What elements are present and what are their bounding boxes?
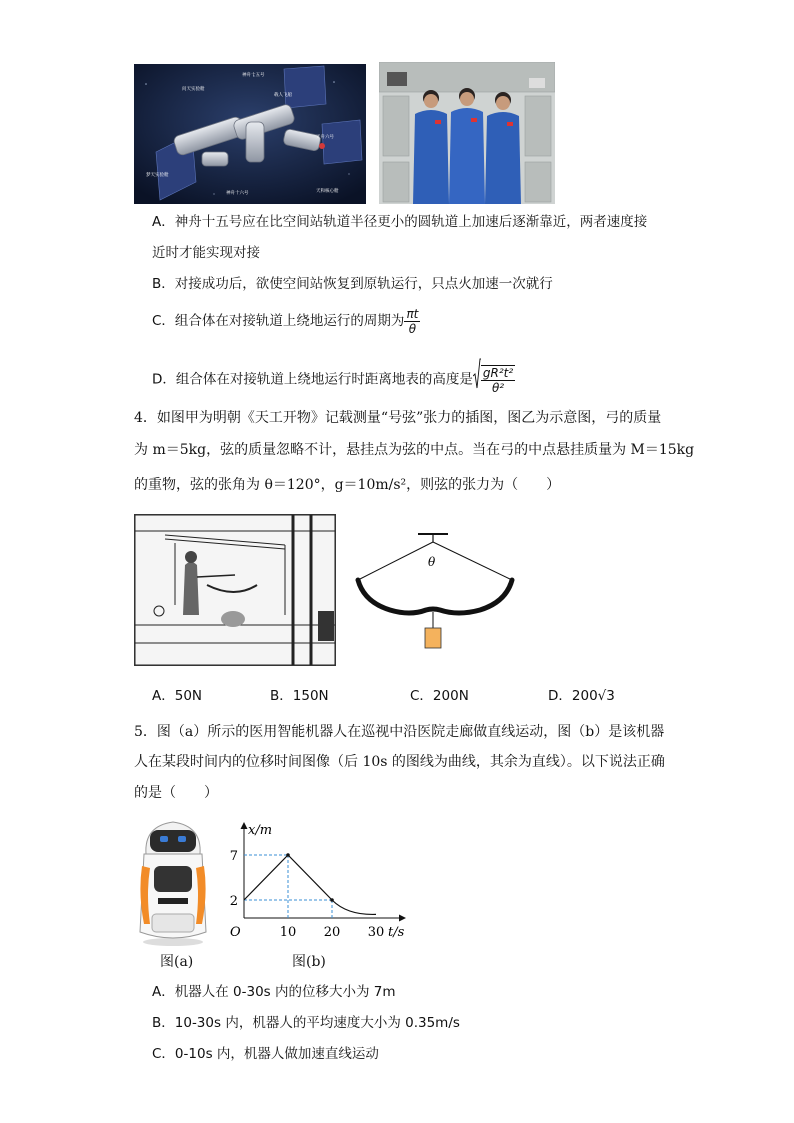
q3-option-a-line1: A．神舟十五号应在比空间站轨道半径更小的圆轨道上加速后逐渐靠近，两者速度接 <box>152 214 648 230</box>
q5-stem-line2: 人在某段时间内的位移时间图像（后 10s 的图线为曲线，其余为直线）。以下说法正确 <box>134 754 665 770</box>
q4-option-b: B．150N <box>270 688 329 704</box>
woodcut-illustration <box>134 514 336 666</box>
robot-illustration <box>134 814 212 946</box>
q3-option-c-text: C．组合体在对接轨道上绕地运行的周期为 <box>152 313 405 329</box>
bow-body <box>358 580 512 613</box>
q4-stem-line3: 的重物，弦的张角为 θ＝120°，g＝10m/s²，则弦的张力为（ ） <box>134 477 561 493</box>
q3-option-d-denominator: θ² <box>491 380 505 395</box>
x-tick-label-2: 30 <box>367 925 385 940</box>
xt-graph <box>222 818 412 942</box>
q4-stem-line1: 4．如图甲为明朝《天工开物》记载测量“号弦”张力的插图，图乙为示意图，弓的质量 <box>134 410 662 426</box>
hanging-weight <box>425 628 441 648</box>
string-right <box>433 542 512 580</box>
bow-schematic <box>350 532 520 652</box>
astronauts-photo <box>379 62 555 204</box>
q3-option-c-numerator: πt <box>406 306 419 321</box>
q4-option-a: A．50N <box>152 688 203 704</box>
q3-option-a-line2: 近时才能实现对接 <box>152 245 260 261</box>
q3-option-c-fraction <box>404 307 420 336</box>
y-tick-label-1: 7 <box>229 849 238 864</box>
space-station-diagram <box>134 64 366 204</box>
station-label-5: 天和核心舱 <box>316 189 339 194</box>
space-station-illustration <box>134 64 366 204</box>
station-label-7: 载人飞船 <box>274 93 292 98</box>
q3-option-c <box>152 306 420 336</box>
string-left <box>358 542 433 580</box>
q3-option-d-numerator: gR²t² <box>482 365 514 380</box>
caption-figure-b: 图(b) <box>292 954 326 970</box>
sqrt-root-sign <box>473 358 481 401</box>
x-axis-label: t/s <box>388 925 405 940</box>
q3-option-d <box>152 358 515 401</box>
woodcut-drawing <box>135 515 335 665</box>
q3-option-b: B．对接成功后，欲使空间站恢复到原轨运行，只点火加速一次就行 <box>152 276 553 292</box>
q3-option-d-fraction <box>481 365 515 395</box>
x-tick-label-0: 10 <box>279 925 297 940</box>
q3-option-c-denominator: θ <box>408 321 417 336</box>
origin-label: O <box>230 925 241 940</box>
q5-option-c: C．0-10s 内，机器人做加速直线运动 <box>152 1046 379 1062</box>
q5-option-a: A．机器人在 0-30s 内的位移大小为 7m <box>152 984 396 1000</box>
station-label-2: 神舟十五号 <box>242 73 265 78</box>
station-label-1: 问天实验舱 <box>182 87 205 92</box>
station-label-4: 天舟六号 <box>316 135 334 140</box>
q5-stem-line1: 5．图（a）所示的医用智能机器人在巡视中沿医院走廊做直线运动，图（b）是该机器 <box>134 724 665 740</box>
q3-option-d-text: D．组合体在对接轨道上绕地运行时距离地表的高度是 <box>152 371 473 388</box>
q5-stem-line3: 的是（ ） <box>134 785 218 801</box>
angle-theta-label: θ <box>428 555 436 569</box>
q4-option-d: D．200√3 <box>548 688 615 704</box>
astronauts-illustration <box>379 62 555 204</box>
x-tick-label-1: 20 <box>323 925 341 940</box>
q4-stem-line2: 为 m＝5kg，弦的质量忽略不计，悬挂点为弦的中点。当在弓的中点悬挂质量为 M＝15kg <box>134 442 695 458</box>
q4-option-c: C．200N <box>410 688 469 704</box>
y-tick-label-0: 2 <box>229 894 238 909</box>
data-point-0 <box>286 853 290 857</box>
series-curve-1 <box>332 900 376 914</box>
y-axis-label: x/m <box>248 823 273 838</box>
station-label-6: 神舟十六号 <box>226 191 249 196</box>
data-point-1 <box>330 898 334 902</box>
caption-figure-a: 图(a) <box>160 954 194 970</box>
station-label-3: 梦天实验舱 <box>146 173 169 178</box>
q5-option-b: B．10-30s 内，机器人的平均速度大小为 0.35m/s <box>152 1015 460 1031</box>
